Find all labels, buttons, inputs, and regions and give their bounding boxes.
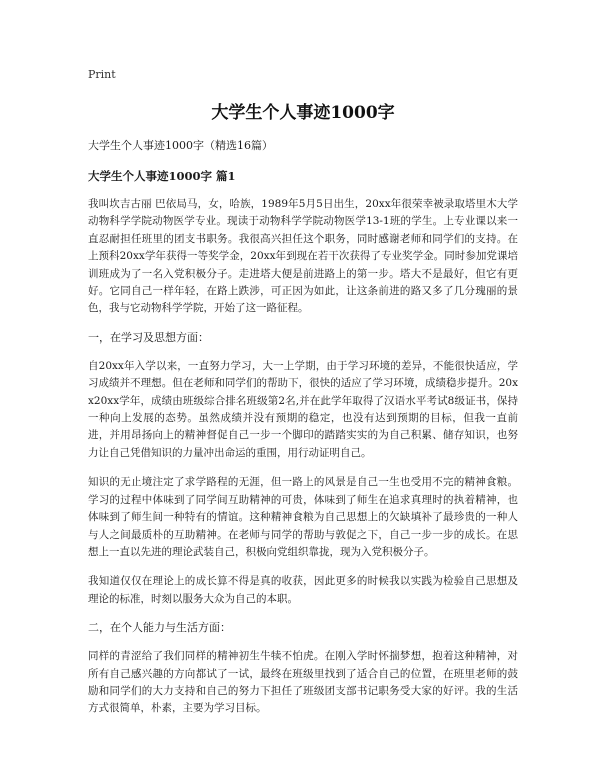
paragraph-knowledge: 知识的无止境注定了求学路程的无涯，但一路上的风景是自己一生也受用不完的精神食粮。学习的过程中体味到了同学间互助精神的可贵，体味到了师生在追求真理时的执着精神，也体味到了师生间一种特有的情谊。这种精神食粮为自己思想上的欠缺填补了最珍贵的一种人与人之间最质朴的互助精神。在老师与同学的帮助与敦促之下，自己一步一步的成长。在思想上一直以先进的理论武装自己，积极向党组织靠拢，现为入党积极分子。: [88, 476, 518, 558]
paragraph-study: 自20xx年入学以来，一直努力学习，大一上学期，由于学习环境的差异，不能很快适应，学习成绩并不理想。但在老师和同学们的帮助下，很快的适应了学习环境，成绩稳步提升。20xx20xx学年，成绩由班级综合排名班级第2名,并在此学年取得了汉语水平考试8级证书，保持一种向上发展的态势。虽然成绩并没有预期的稳定，也没有达到预期的目标，但我一直前进，并用昂扬向上的精神督促自己一步一个脚印的踏踏实实的为自己积累、储存知识，也努力让自己凭借知识的力量冲出命运的重围，用行动证明自己。: [88, 359, 518, 459]
document-subtitle: 大学生个人事迹1000字（精选16篇）: [88, 139, 273, 152]
paragraph-intro: 我叫坎吉古丽 巴依局马，女，哈族，1989年5月5日出生，20xx年很荣幸被录取塔里木大学动物科学学院动物医学专业。现读于动物科学学院动物医学13-1班的学生。上专业课以来一直忍耐担任班里的团支书职务。我很高兴担任这个职务，同时感谢老师和同学们的支持。在上预科20xx学年获得一等奖学金，20xx年到现在若干次获得了专业奖学金。同时参加党课培训班成为了一名入党积极分子。走进塔大便是前进路上的第一步。塔大不是最好，但它有更好。它同自己一样年轻，在路上跌涉，可正因为如此，让这条前进的路又多了几分瑰丽的景色，我与它动物科学学院，开始了这一路征程。: [88, 198, 518, 315]
paragraph-ability: 同样的青涩给了我们同样的精神初生牛犊不怕虎。在刚入学时怀揣梦想，抱着这种精神，对所有自己感兴趣的方向都试了一试，最终在班级里找到了适合自己的位置，在班里老师的鼓励和同学们的大力支持和自己的努力下担任了班级团支部书记职务受大家的好评。我的生活方式很简单，朴素，主要为学习目标。: [88, 650, 518, 715]
paragraph-practice: 我知道仅仅在理论上的成长算不得是真的收获，因此更多的时候我以实践为检验自己思想及理论的标准，时刻以服务大众为自己的本职。: [88, 575, 518, 605]
heading-ability: 二，在个人能力与生活方面：: [88, 621, 231, 635]
document-title: 大学生个人事迹1000字: [211, 103, 395, 123]
document-page: [88, 68, 518, 730]
section-title: 大学生个人事迹1000字 篇1: [88, 169, 236, 183]
heading-study: 一，在学习及思想方面：: [88, 330, 209, 344]
print-label[interactable]: Print: [88, 68, 116, 81]
